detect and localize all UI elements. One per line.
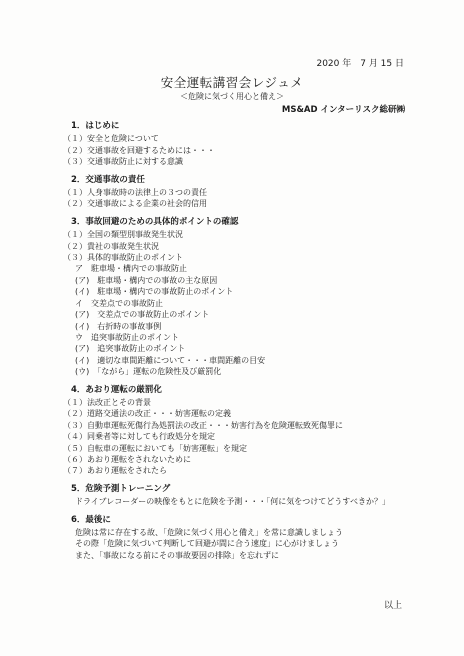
list-item: 危険は常に存在する故、「危険に気づく用心と備え」を常に意識しましょう <box>75 528 343 537</box>
document-subtitle: ＜危険に気づく用心と備え＞ <box>180 92 284 101</box>
document-body <box>63 121 423 568</box>
section-conclusion <box>63 515 423 562</box>
list-subitem: (イ) 適切な車間距離について・・・車間距離の目安 <box>75 355 266 365</box>
list-item: （４）同乗者等に対しても行政処分を規定 <box>63 432 215 442</box>
list-subitem: イ 交差点での事故防止 <box>75 298 163 308</box>
list-item: また、「事故になる前にその事故要因の排除」を忘れずに <box>75 550 279 560</box>
list-item: （３）具体的事故防止のポイント <box>63 253 183 263</box>
list-subitem: ア 駐車場・構内での事故防止 <box>75 264 187 274</box>
list-subitem: (ウ) 「ながら」運転の危険性及び厳罰化 <box>75 367 222 377</box>
section-heading: 3．事故回避のための具体的ポイントの確認 <box>71 216 239 227</box>
list-subitem: (ア) 駐車場・構内での事故の主な原因 <box>75 275 218 285</box>
list-item: （２）道路交通法の改正・・・妨害運転の定義 <box>63 409 231 419</box>
document-date: 2020 年 7 月 15 日 <box>316 59 404 69</box>
list-subitem: ウ 追突事故防止のポイント <box>75 332 179 342</box>
list-item: （５）自転車の運転においても「妨害運転」を規定 <box>63 443 247 453</box>
section-heading: 2．交通事故の責任 <box>71 174 145 185</box>
list-item: （１）全国の類型別事故発生状況 <box>63 230 183 240</box>
list-item: （７）あおり運転をされたら <box>63 466 167 476</box>
section-road-rage <box>63 385 423 477</box>
list-item: （３）自動車運転死傷行為処罰法の改正・・・妨害行為を危険運転致死傷罪に <box>63 420 343 430</box>
list-item: （２）交通事故による企業の社会的信用 <box>63 199 207 209</box>
organization-name: MS&AD インターリスク総研㈱ <box>281 105 405 115</box>
list-subitem: (ア) 追突事故防止のポイント <box>75 344 186 354</box>
section-accident-avoidance <box>63 217 423 378</box>
list-subitem: (イ) 駐車場・構内での事故防止のポイント <box>75 287 234 297</box>
list-subitem: (ア) 交差点での事故防止のポイント <box>75 310 210 320</box>
list-item: （１）人身事故時の法律上の３つの責任 <box>63 188 207 198</box>
list-item: （１）安全と危険について <box>63 134 159 144</box>
list-subitem: (イ) 右折時の事故事例 <box>75 321 162 331</box>
list-item: その際「危険に気づいて判断して回避が間に合う速度」に心がけましょう <box>75 539 339 549</box>
list-item: （２）貴社の事故発生状況 <box>63 241 159 251</box>
list-item: （２）交通事故を回避するためには・・・ <box>63 145 215 155</box>
section-heading: 6．最後に <box>71 514 111 525</box>
document-title: 安全運転講習会レジュメ <box>160 75 304 90</box>
section-liability <box>63 175 423 210</box>
section-hazard-training <box>63 484 423 508</box>
closing-mark: 以上 <box>383 601 402 611</box>
list-item: （６）あおり運転をされないために <box>63 454 191 464</box>
list-item: （１）法改正とその背景 <box>63 397 151 407</box>
list-item: ドライブレコーダーの映像をもとに危険を予測・・・「何に気をつけてどうすべきか？」 <box>75 497 391 507</box>
section-introduction <box>63 121 423 168</box>
section-heading: 4．あおり運転の厳罰化 <box>71 384 162 395</box>
section-heading: 5．危険予測トレーニング <box>71 483 171 494</box>
section-heading: 1．はじめに <box>71 121 120 131</box>
list-item: （３）交通事故防止に対する意識 <box>63 157 183 167</box>
